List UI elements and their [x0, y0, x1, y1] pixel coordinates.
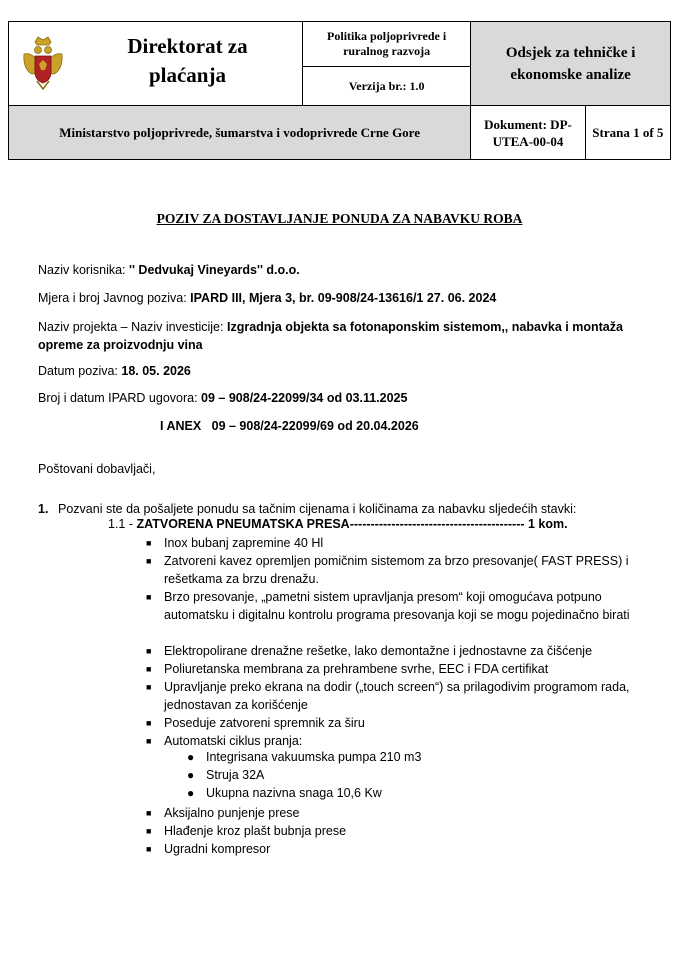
list-item: Aksijalno punjenje prese: [164, 806, 300, 820]
list-item: Brzo presovanje, „pametni sistem upravljanja presom“ koji omogućava potpuno automatsku i digitalnu kontrolu programa presovanja koji se mogu pojedinačno birati: [164, 590, 630, 622]
version-label: Verzija br.: 1.0: [348, 78, 425, 93]
bullet-icon: ■: [146, 646, 152, 656]
list-item: Ugradni kompresor: [164, 842, 271, 856]
user-label: Naziv korisnika:: [38, 263, 129, 277]
org-name-line1: Direktorat za: [127, 34, 248, 58]
item-prefix: 1.1 -: [108, 517, 137, 531]
page-number: Strana 1 of 5: [592, 125, 664, 140]
header-policy-cell: [302, 22, 470, 106]
annex-line: I ANEX 09 – 908/24-22099/69 od 20.04.2026: [160, 419, 419, 433]
sub-list-item: Ukupna nazivna snaga 10,6 Kw: [206, 786, 382, 800]
ministry-label: Ministarstvo poljoprivrede, šumarstva i vodoprivrede Crne Gore: [59, 125, 420, 140]
document-number: Dokument: DP-UTEA-00-04: [484, 116, 572, 149]
bullet-icon: ■: [146, 538, 152, 548]
policy-label: Politika poljoprivrede i ruralnog razvoja: [303, 22, 470, 67]
document-title: POZIV ZA DOSTAVLJANJE PONUDA ZA NABAVKU ROBA: [156, 211, 523, 226]
directorate-title: [77, 32, 298, 90]
org-name-line2: plaćanja: [148, 63, 226, 87]
call-label: Mjera i broj Javnog poziva:: [38, 291, 191, 305]
sub-list-item: Struja 32A: [206, 768, 265, 782]
call-value: IPARD III, Mjera 3, br. 09-908/24-13616/1 27. 06. 2024: [190, 291, 497, 305]
project-line: [38, 318, 648, 354]
item-name: ZATVORENA PNEUMATSKA PRESA: [136, 517, 350, 531]
project-value: Izgradnja objekta sa fotonaponskim sistemom,, nabavka i montaža opreme za proizvodnju vina: [38, 320, 623, 352]
item-quantity: ------------------------------------------ 1 kom.: [349, 517, 568, 531]
item-line: [108, 517, 568, 531]
document-header: [8, 21, 671, 160]
header-document-cell: [471, 106, 585, 160]
bullet-icon: ■: [146, 844, 152, 854]
bullet-icon: ■: [146, 808, 152, 818]
sub-bullet-icon: ●: [187, 750, 195, 764]
greeting: Poštovani dobavljači,: [38, 462, 156, 476]
date-line: [38, 364, 191, 378]
bullet-icon: ■: [146, 664, 152, 674]
date-label: Datum poziva:: [38, 364, 122, 378]
list-item: Poseduje zatvoreni spremnik za širu: [164, 716, 365, 730]
list-item: Elektropolirane drenažne rešetke, lako demontažne i jednostavne za čišćenje: [164, 644, 593, 658]
sub-bullet-icon: ●: [187, 786, 195, 800]
bullet-icon: ■: [146, 718, 152, 728]
department-label: Odsjek za tehničke i ekonomske analize: [505, 44, 636, 83]
header-page-cell: [585, 106, 670, 160]
user-line: [38, 263, 300, 277]
bullet-icon: ■: [146, 556, 152, 566]
user-value: '' Dedvukaj Vineyards'' d.o.o.: [129, 263, 300, 277]
header-ministry-cell: [9, 106, 471, 160]
bullet-icon: ■: [146, 826, 152, 836]
list-item: Hlađenje kroz plašt bubnja prese: [164, 824, 347, 838]
sub-bullet-icon: ●: [187, 768, 195, 782]
call-line: [38, 291, 496, 305]
bullet-icon: ■: [146, 736, 152, 746]
sub-list-item: Integrisana vakuumska pumpa 210 m3: [206, 750, 422, 764]
list-item: Automatski ciklus pranja:: [164, 734, 303, 748]
list-item: Poliuretanska membrana za prehrambene svrhe, EEC i FDA certifikat: [164, 662, 549, 676]
section-number: 1.: [38, 502, 49, 516]
project-label: Naziv projekta – Naziv investicije:: [38, 320, 227, 334]
contract-line: [38, 391, 407, 405]
section-intro: Pozvani ste da pošaljete ponudu sa tačnim cijenama i količinama za nabavku sljedećih stavki:: [58, 502, 577, 516]
coat-of-arms-icon: [21, 36, 65, 90]
list-item: Zatvoreni kavez opremljen pomičnim sistemom za brzo presovanje( FAST PRESS) i rešetkama za brzu drenažu.: [164, 554, 629, 586]
list-item: Inox bubanj zapremine 40 Hl: [164, 536, 324, 550]
header-dept-cell: [471, 22, 671, 106]
list-item: Upravljanje preko ekrana na dodir („touch screen“) sa prilagodivim programom rada, jednostavan za korišćenje: [164, 680, 630, 712]
date-value: 18. 05. 2026: [121, 364, 191, 378]
contract-label: Broj i datum IPARD ugovora:: [38, 391, 202, 405]
bullet-icon: ■: [146, 592, 152, 602]
contract-value: 09 – 908/24-22099/34 od 03.11.2025: [201, 391, 408, 405]
header-org-cell: [9, 22, 303, 106]
bullet-icon: ■: [146, 682, 152, 692]
